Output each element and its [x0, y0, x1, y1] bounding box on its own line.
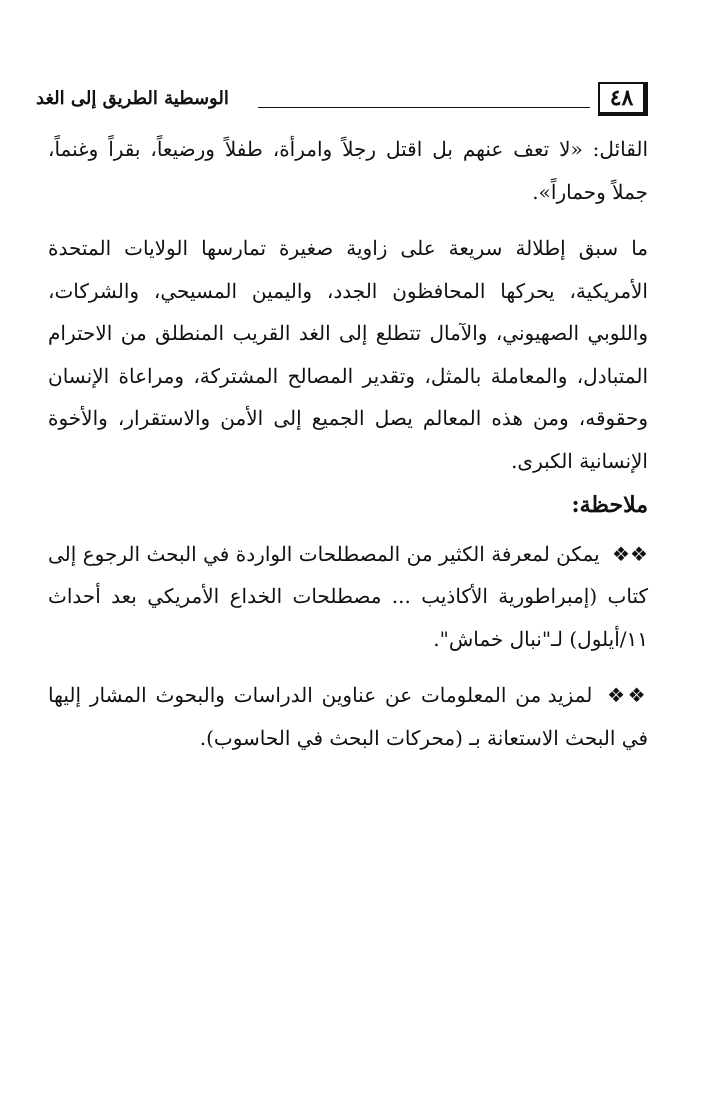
- page-number: ٤٨: [598, 82, 648, 116]
- paragraph-gap: [48, 213, 648, 227]
- note-item-1: [48, 533, 648, 661]
- paragraph-main: ما سبق إطلالة سريعة على زاوية صغيرة تمارسها الولايات المتحدة الأمريكية، يحركها المحافظون الجدد، واليمين المسيحي، والشركات، واللوبي الصهيوني، والآمال تتطلع إلى الغد القريب المنطلق من الاحترام المتبادل، والمعاملة بالمثل، وتقدير المصالح المشتركة، ومراعاة الإنسان وحقوقه، ومن هذه المعالم يصل الجميع إلى الأمن والاستقرار، والأخوة الإنسانية الكبرى.: [48, 236, 648, 473]
- header-rule: [258, 107, 590, 108]
- note-heading: ملاحظة:: [571, 492, 648, 518]
- note-item-2-text: لمزيد من المعلومات عن عناوين الدراسات والبحوث المشار إليها في البحث الاستعانة بـ (محركات البحث في الحاسوب).: [48, 683, 648, 750]
- note-item-2: [48, 674, 648, 759]
- note-item-1-text: يمكن لمعرفة الكثير من المصطلحات الواردة في البحث الرجوع إلى كتاب (إمبراطورية الأكاذيب ... مصطلحات الخداع الأمريكي بعد أحداث ١١/أيلول) لـ"نبال خماش".: [48, 541, 648, 651]
- diamond-bullet-icon: ❖❖: [607, 683, 648, 707]
- paragraph-quote: القائل: «لا تعف عنهم بل اقتل رجلاً وامرأة، طفلاً ورضيعاً، بقراً وغنماً، جملاً وحماراً».: [48, 137, 648, 204]
- page-header: [36, 82, 648, 122]
- page-body: [48, 128, 648, 759]
- running-title: الوسطية الطريق إلى الغد: [36, 88, 229, 109]
- diamond-bullet-icon: ❖❖: [612, 541, 649, 566]
- paragraph-gap: [48, 660, 648, 674]
